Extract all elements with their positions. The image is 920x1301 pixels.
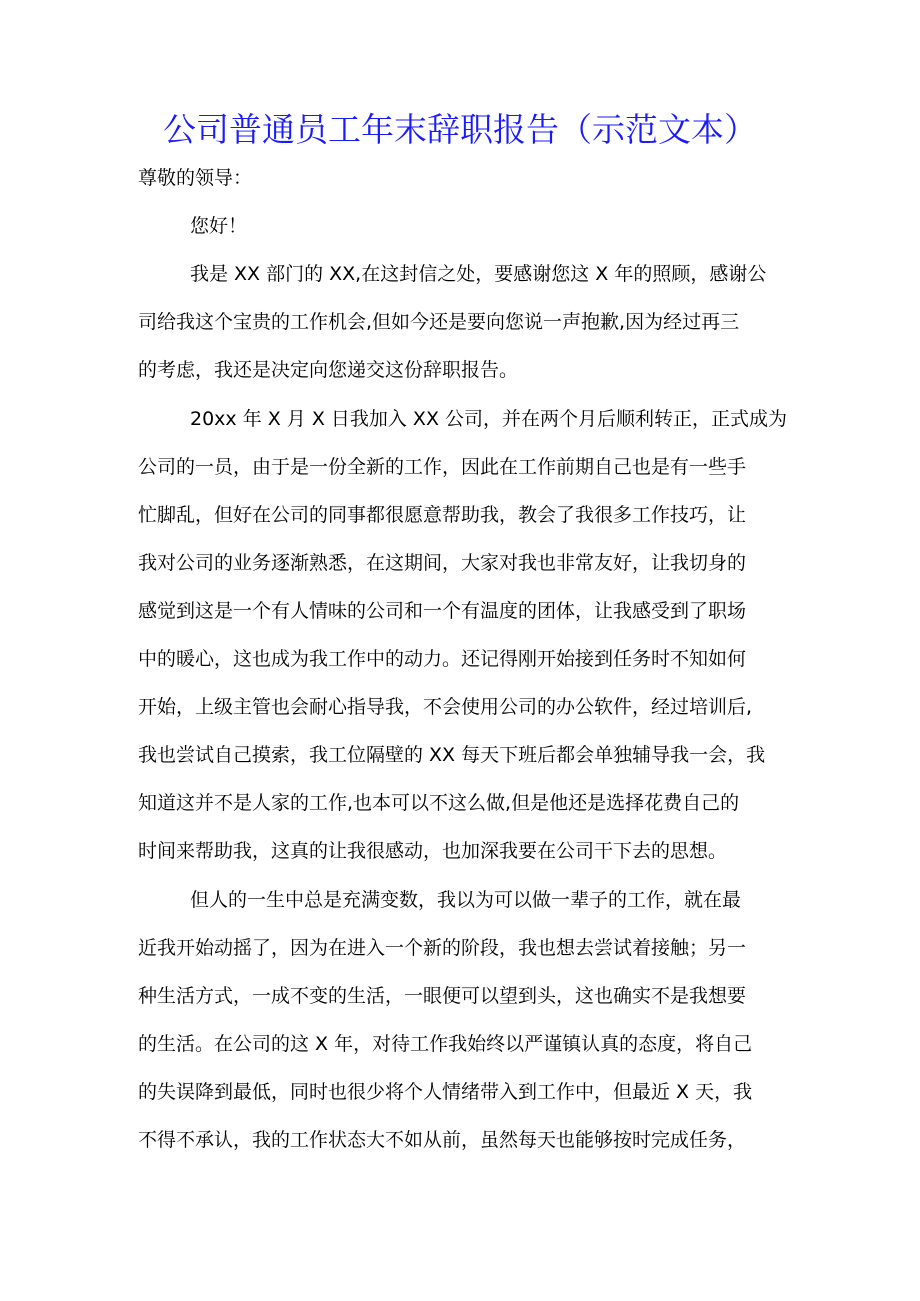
paragraph-line: 的考虑，我还是决定向您递交这份辞职报告。 bbox=[138, 359, 519, 381]
paragraph-line: 20xx 年 X 月 X 日我加入 XX 公司，并在两个月后顺利转正，正式成为 bbox=[190, 408, 788, 430]
paragraph-line: 时间来帮助我，这真的让我很感动，也加深我要在公司干下去的思想。 bbox=[138, 840, 728, 862]
paragraph-line: 我是 XX 部门的 XX,在这封信之处，要感谢您这 X 年的照顾，感谢公 bbox=[190, 263, 767, 285]
document-title: 公司普通员工年末辞职报告（示范文本） bbox=[163, 110, 757, 149]
paragraph-line: 公司的一员，由于是一份全新的工作，因此在工作前期自己也是有一些手 bbox=[138, 456, 747, 478]
paragraph-line: 的生活。在公司的这 X 年，对待工作我始终以严谨镇认真的态度，将自己 bbox=[138, 1033, 753, 1055]
paragraph-line: 近我开始动摇了，因为在进入一个新的阶段，我也想去尝试着接触；另一 bbox=[138, 937, 747, 959]
paragraph-line: 我对公司的业务逐渐熟悉，在这期间，大家对我也非常友好，让我切身的 bbox=[138, 552, 747, 574]
paragraph-line: 知道这并不是人家的工作,也本可以不这么做,但是他还是选择花费自己的 bbox=[138, 792, 740, 814]
salutation: 尊敬的领导： bbox=[138, 167, 253, 189]
paragraph-line: 但人的一生中总是充满变数，我以为可以做一辈子的工作，就在最 bbox=[190, 889, 742, 911]
paragraph-line: 不得不承认，我的工作状态大不如从前，虽然每天也能够按时完成任务， bbox=[138, 1129, 747, 1151]
paragraph-line: 感觉到这是一个有人情味的公司和一个有温度的团体，让我感受到了职场 bbox=[138, 600, 747, 622]
paragraph-line: 中的暖心，这也成为我工作中的动力。还记得刚开始接到任务时不知如何 bbox=[138, 648, 747, 670]
paragraph-line: 的失误降到最低，同时也很少将个人情绪带入到工作中，但最近 X 天，我 bbox=[138, 1081, 753, 1103]
paragraph-line: 种生活方式，一成不变的生活，一眼便可以望到头，这也确实不是我想要 bbox=[138, 985, 747, 1007]
paragraph-line: 司给我这个宝贵的工作机会,但如今还是要向您说一声抱歉,因为经过再三 bbox=[138, 311, 740, 333]
paragraph-line: 忙脚乱，但好在公司的同事都很愿意帮助我，教会了我很多工作技巧，让 bbox=[138, 504, 747, 526]
paragraph-line: 开始，上级主管也会耐心指导我，不会使用公司的办公软件，经过培训后, bbox=[138, 696, 753, 718]
greeting: 您好！ bbox=[190, 215, 248, 237]
paragraph-line: 我也尝试自己摸索，我工位隔壁的 XX 每天下班后都会单独辅导我一会，我 bbox=[138, 744, 766, 766]
